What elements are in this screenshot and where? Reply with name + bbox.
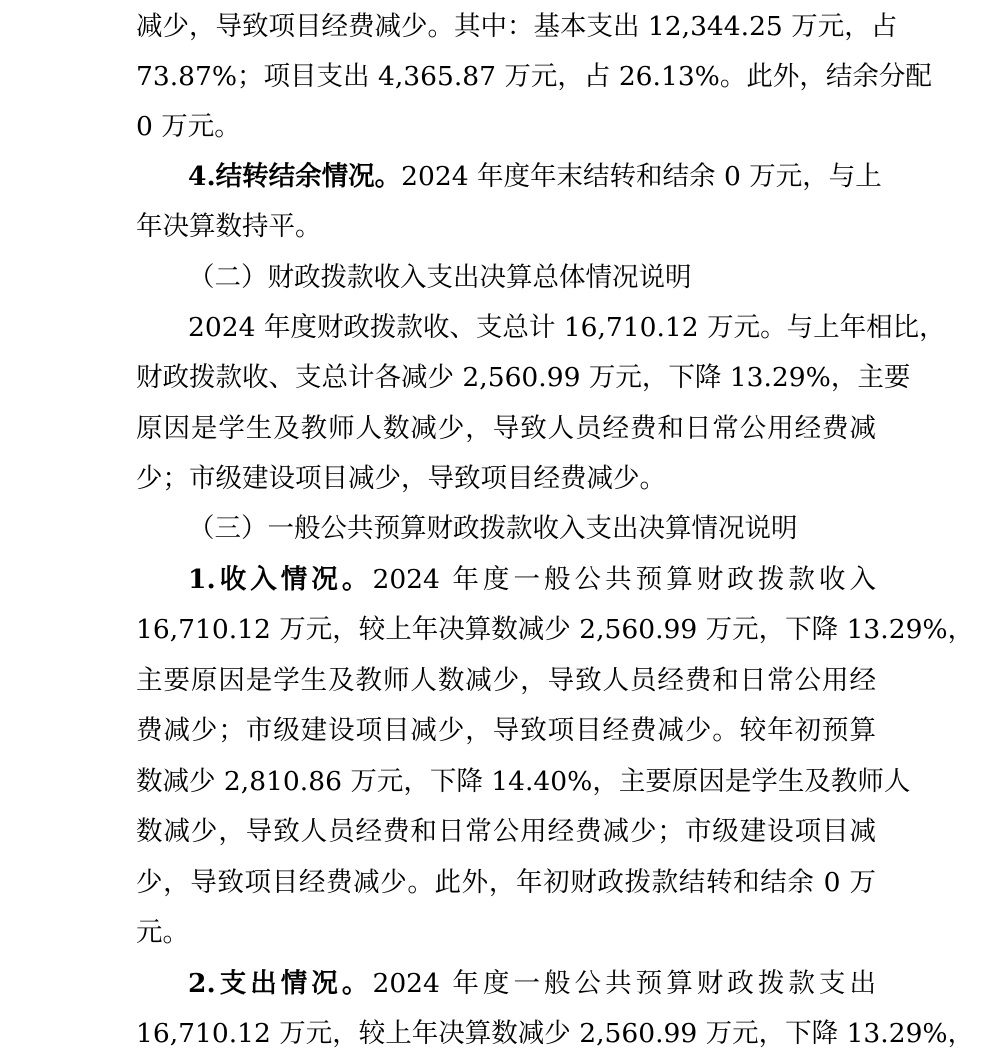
text-line: 年决算数持平。 bbox=[136, 211, 322, 242]
text-line bbox=[136, 160, 882, 194]
text-line: 16,710.12 万元，较上年决算数减少 2,560.99 万元，下降 13.29%， bbox=[136, 1018, 975, 1049]
text-line: 16,710.12 万元，较上年决算数减少 2,560.99 万元，下降 13.29%， bbox=[136, 614, 975, 645]
text-line: 费减少；市级建设项目减少，导致项目经费减少。较年初预算 bbox=[136, 715, 876, 746]
section-lead: 2.支出情况。 bbox=[188, 968, 373, 999]
text-span: 2024 年度一般公共预算财政拨款收入 bbox=[372, 564, 876, 595]
text-line: 73.87%；项目支出 4,365.87 万元，占 26.13%。此外，结余分配 bbox=[136, 61, 932, 92]
text-line: 原因是学生及教师人数减少，导致人员经费和日常公用经费减 bbox=[136, 413, 876, 444]
text-line: 元。 bbox=[136, 917, 189, 948]
text-line: 减少，导致项目经费减少。其中：基本支出 12,344.25 万元，占 bbox=[136, 11, 898, 42]
text-line: 数减少 2,810.86 万元，下降 14.40%，主要原因是学生及教师人 bbox=[136, 766, 911, 797]
section-lead: 1.收入情况。 bbox=[188, 564, 373, 595]
section-lead: 4.结转结余情况。 bbox=[188, 161, 402, 192]
text-line: 少，导致项目经费减少。此外，年初财政拨款结转和结余 0 万 bbox=[136, 867, 876, 898]
text-line bbox=[136, 563, 876, 597]
section-heading: （三）一般公共预算财政拨款收入支出决算情况说明 bbox=[188, 513, 798, 544]
section-heading: （二）财政拨款收入支出决算总体情况说明 bbox=[188, 262, 692, 293]
text-span: 2024 年度年末结转和结余 0 万元，与上 bbox=[401, 161, 882, 192]
text-line: 数减少，导致人员经费和日常公用经费减少；市级建设项目减 bbox=[136, 816, 876, 847]
text-line: 主要原因是学生及教师人数减少，导致人员经费和日常公用经 bbox=[136, 665, 876, 696]
text-line: 2024 年度财政拨款收、支总计 16,710.12 万元。与上年相比， bbox=[188, 312, 946, 343]
text-span: 2024 年度一般公共预算财政拨款支出 bbox=[372, 968, 876, 999]
text-line: 少；市级建设项目减少，导致项目经费减少。 bbox=[136, 463, 666, 494]
text-line: 0 万元。 bbox=[136, 111, 241, 142]
text-line: 财政拨款收、支总计各减少 2,560.99 万元，下降 13.29%，主要 bbox=[136, 362, 911, 393]
text-line bbox=[136, 967, 876, 1001]
